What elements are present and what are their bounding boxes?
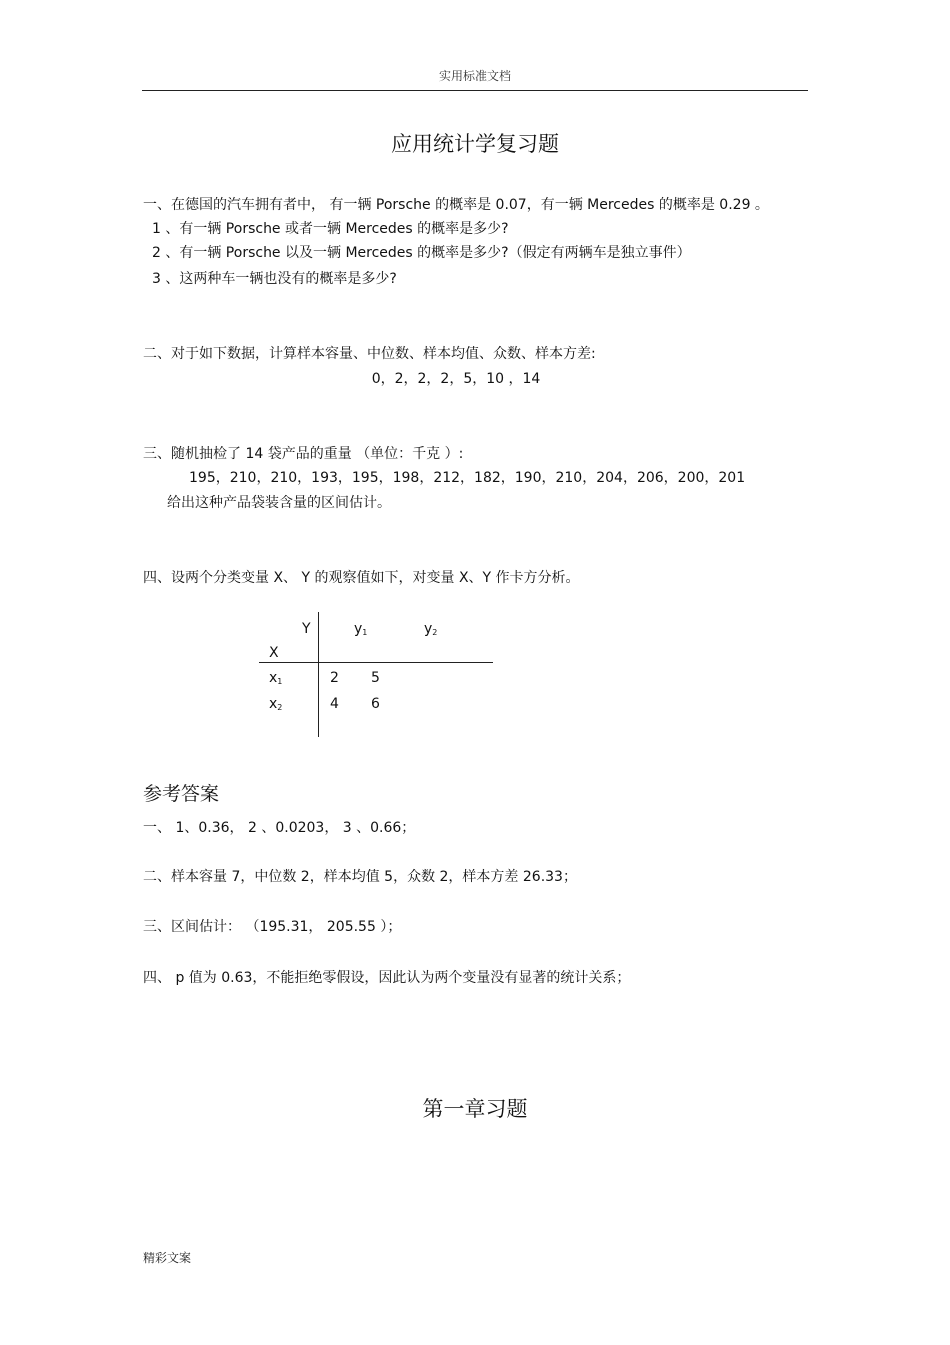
- q2-intro: 二、对于如下数据，计算样本容量、中位数、样本均值、众数、样本方差:: [143, 346, 596, 362]
- table-row-variable: X: [269, 645, 279, 661]
- chapter-title: 第一章习题: [422, 1097, 528, 1121]
- table-row-header-1: $x_1$: [269, 670, 283, 686]
- q2-data: 0，2，2，2，5，10 ，14: [371, 371, 541, 387]
- q4-intro: 四、设两个分类变量 X、 Y 的观察值如下，对变量 X、Y 作卡方分析。: [143, 570, 580, 586]
- q1-item-2: 2 、有一辆 Porsche 以及一辆 Mercedes 的概率是多少?（假定有两辆车是独立事件）: [152, 245, 691, 261]
- q3-intro: 三、随机抽检了 14 袋产品的重量 （单位：千克 ）:: [143, 446, 464, 462]
- document-title: 应用统计学复习题: [391, 132, 559, 156]
- answer-2: 二、样本容量 7，中位数 2，样本均值 5，众数 2，样本方差 26.33；: [143, 869, 577, 885]
- page-footer: 精彩文案: [143, 1251, 192, 1265]
- q1-item-1: 1 、有一辆 Porsche 或者一辆 Mercedes 的概率是多少?: [152, 221, 509, 237]
- table-cell: 2: [330, 670, 339, 686]
- table-col-variable: Y: [302, 621, 311, 637]
- answers-heading: 参考答案: [143, 783, 220, 805]
- answer-1: 一、 1、0.36， 2 、0.0203， 3 、0.66；: [143, 820, 416, 836]
- q3-data: 195，210，210，193，195，198，212，182，190，210，204，206，200，201: [189, 470, 746, 486]
- q3-task: 给出这种产品袋装含量的区间估计。: [167, 495, 391, 511]
- table-row-header-rule: [318, 612, 319, 737]
- header-divider: [142, 90, 808, 91]
- table-cell: 4: [330, 696, 339, 712]
- table-header-rule: [259, 662, 493, 663]
- q1-item-3: 3 、这两种车一辆也没有的概率是多少?: [152, 271, 397, 287]
- table-row-header-2: $x_2$: [269, 696, 283, 712]
- table-cell: 6: [371, 696, 380, 712]
- answer-4: 四、 p 值为 0.63，不能拒绝零假设，因此认为两个变量没有显著的统计关系；: [143, 970, 631, 986]
- table-col-header-2: $y_2$: [424, 621, 438, 637]
- q1-intro: 一、在德国的汽车拥有者中， 有一辆 Porsche 的概率是 0.07，有一辆 Mercedes 的概率是 0.29 。: [143, 197, 769, 213]
- page-header: 实用标准文档: [438, 69, 511, 83]
- table-col-header-1: $y_1$: [354, 621, 368, 637]
- answer-3: 三、区间估计： （195.31， 205.55 ）；: [143, 919, 402, 935]
- table-cell: 5: [371, 670, 380, 686]
